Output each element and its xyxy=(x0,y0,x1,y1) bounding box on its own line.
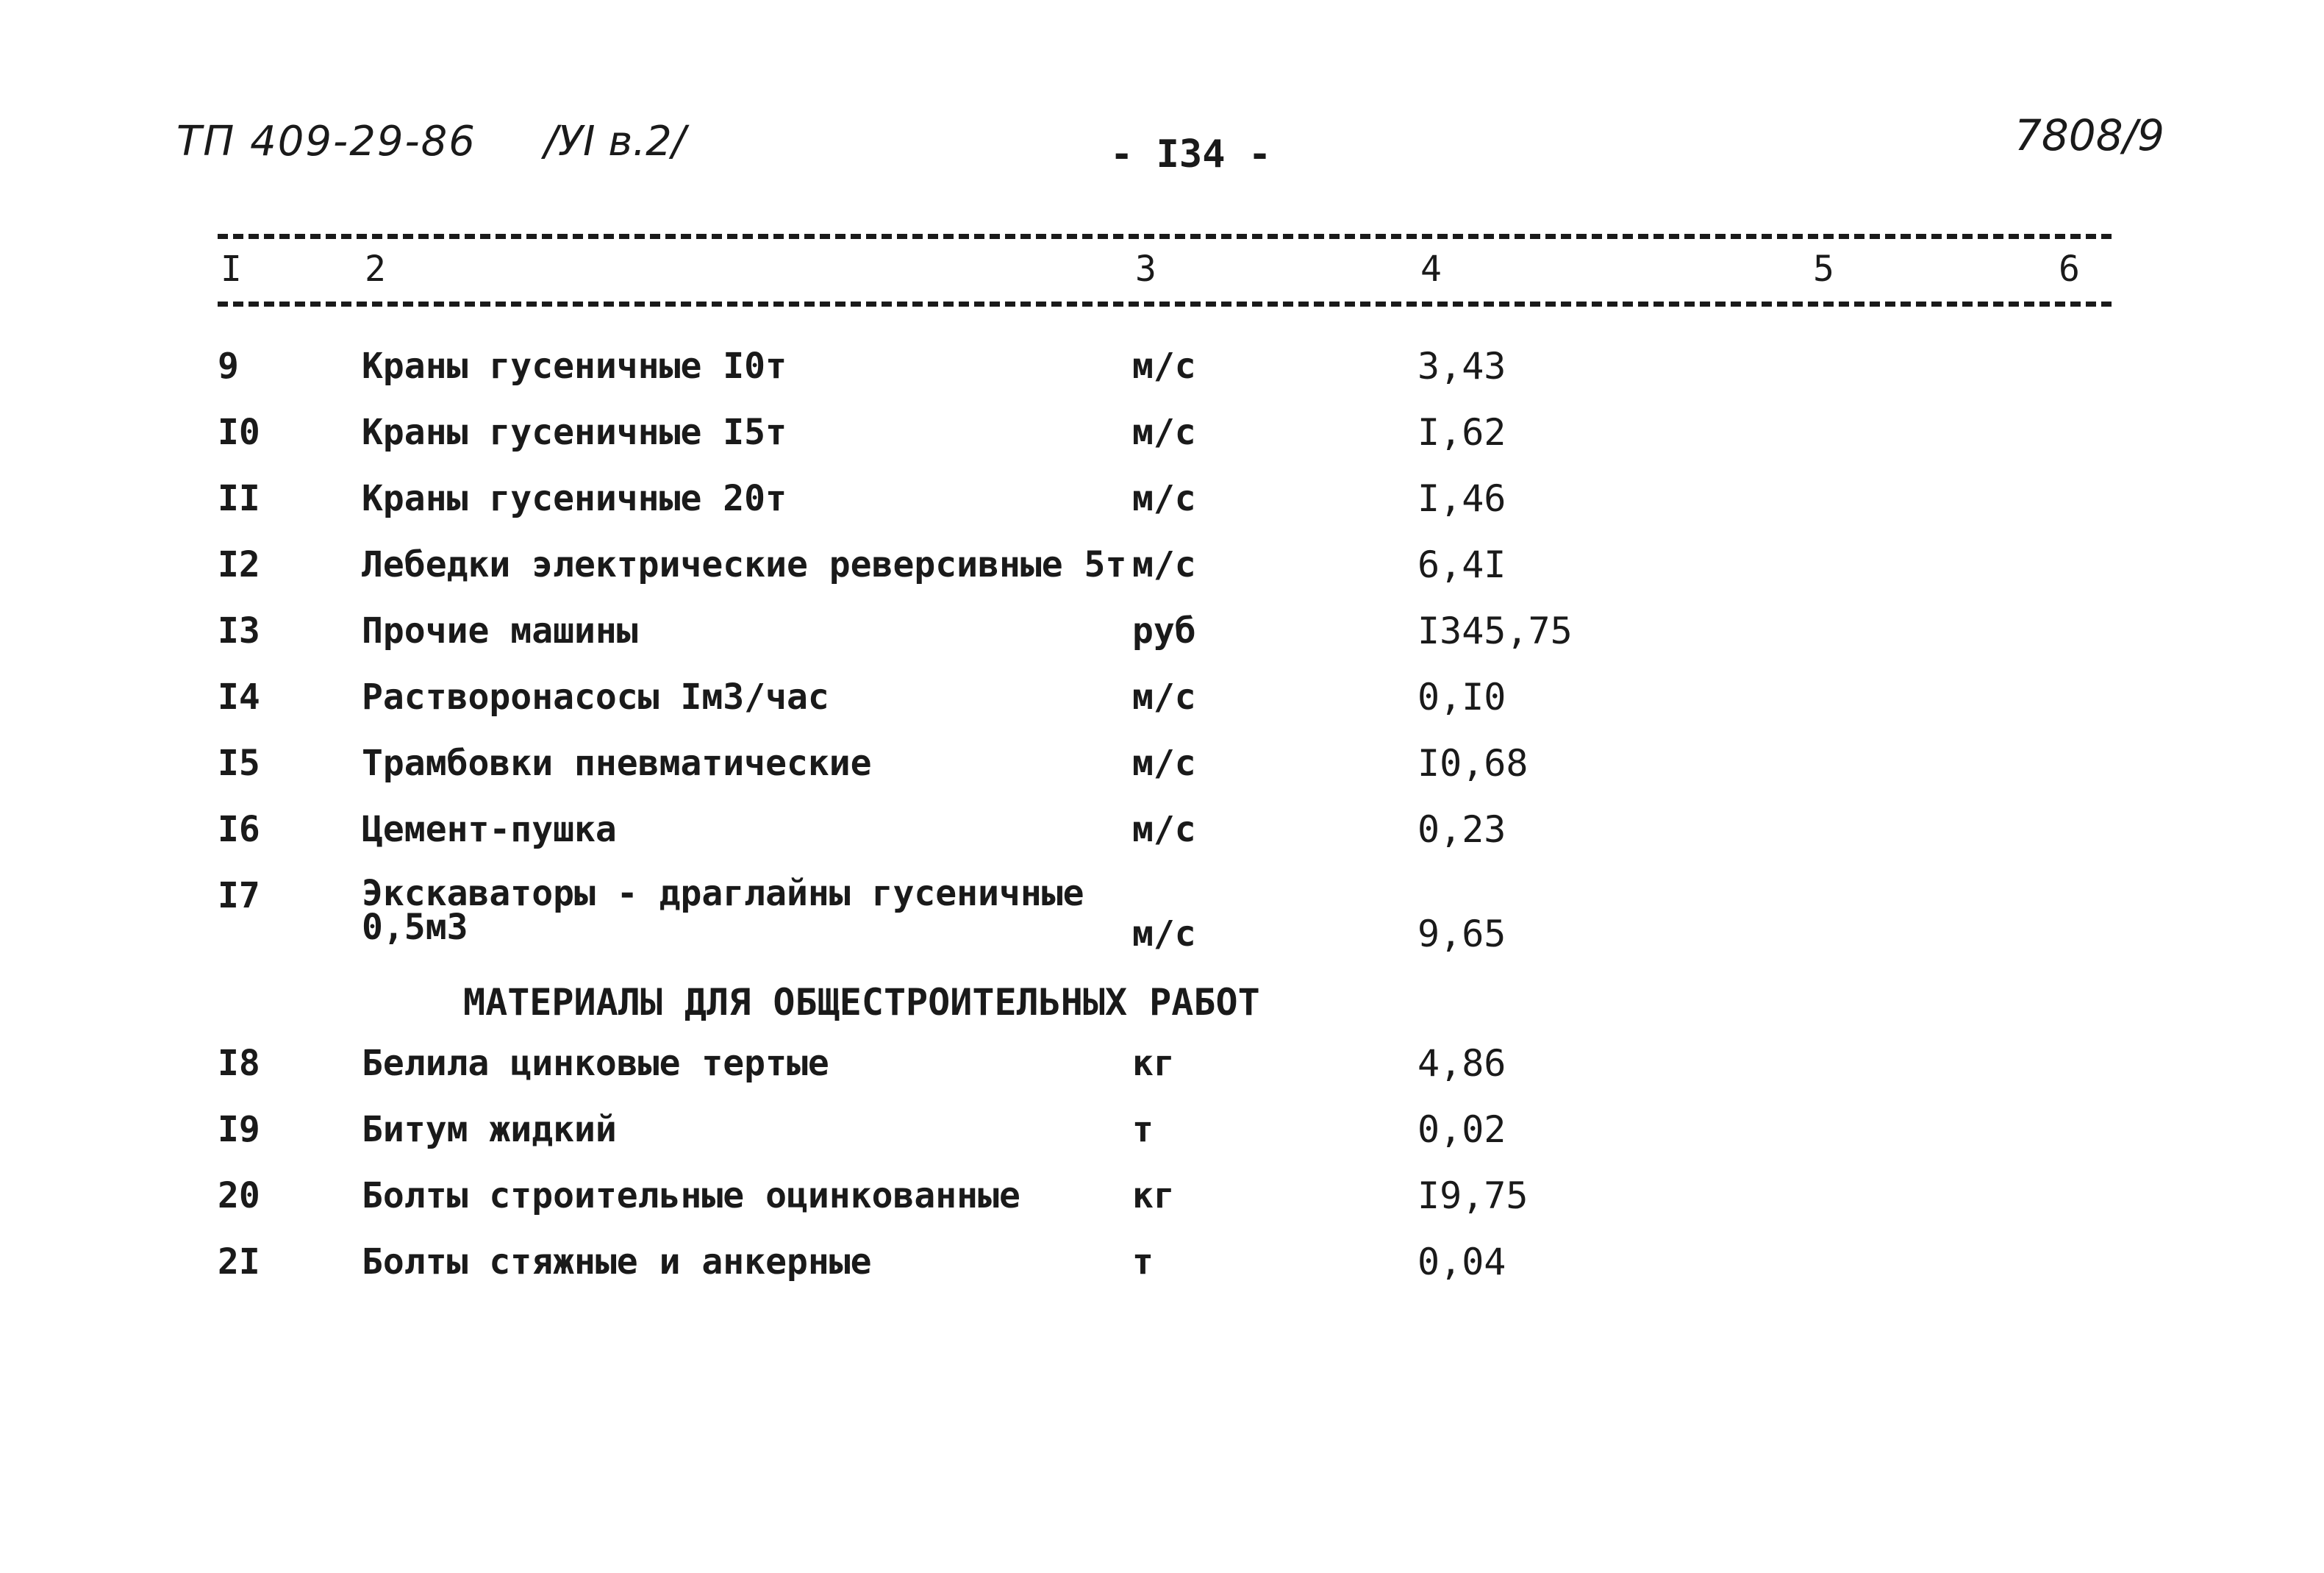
table-row xyxy=(0,1243,2324,1302)
row-unit: м/с xyxy=(1132,809,1196,850)
row-name: Растворонасосы Iм3/час xyxy=(362,677,829,718)
table-row xyxy=(0,873,2324,965)
row-name: Болты строительные оцинкованные xyxy=(362,1175,1020,1216)
table-row xyxy=(0,543,2324,604)
row-value: I345,75 xyxy=(1417,610,1573,652)
row-unit: м/с xyxy=(1132,913,1196,955)
row-number: I2 xyxy=(218,544,260,585)
row-value: 3,43 xyxy=(1417,345,1506,388)
row-number: I5 xyxy=(218,743,260,784)
row-unit: м/с xyxy=(1132,478,1196,519)
sheet-code: 7808/9 xyxy=(2014,110,2165,160)
row-number: II xyxy=(218,478,260,519)
row-name: Краны гусеничные I0т xyxy=(362,346,787,387)
row-name: Лебедки электрические реверсивные 5т xyxy=(362,544,1127,585)
row-name: Трамбовки пневматические xyxy=(362,743,872,784)
row-number: I0 xyxy=(218,412,260,453)
row-value: 0,I0 xyxy=(1417,676,1506,718)
row-unit: м/с xyxy=(1132,677,1196,718)
row-value: 0,02 xyxy=(1417,1108,1506,1151)
row-unit: т xyxy=(1132,1109,1154,1150)
table-header-bottom-rule xyxy=(218,302,2112,307)
row-number: 9 xyxy=(218,346,239,387)
row-value: 4,86 xyxy=(1417,1042,1506,1085)
row-name: Прочие машины xyxy=(362,610,638,652)
row-name: Белила цинковые тертые xyxy=(362,1043,829,1084)
row-value: 9,65 xyxy=(1417,913,1506,955)
row-name: Болты стяжные и анкерные xyxy=(362,1241,872,1283)
table-row xyxy=(0,678,2324,737)
table-row xyxy=(0,612,2324,671)
row-unit: м/с xyxy=(1132,544,1196,585)
row-number: 2I xyxy=(218,1241,260,1283)
row-value: I0,68 xyxy=(1417,742,1529,785)
row-unit: кг xyxy=(1132,1175,1175,1216)
row-number: I9 xyxy=(218,1109,260,1150)
table-row xyxy=(0,810,2324,869)
row-name: Экскаваторы - драглайны гусеничные 0,5м3 xyxy=(362,873,1084,948)
row-unit: руб xyxy=(1132,610,1196,652)
table-row xyxy=(0,479,2324,538)
document-code: ТП 409-29-86 xyxy=(176,118,476,165)
row-name: Краны гусеничные 20т xyxy=(362,478,787,519)
row-value: I,46 xyxy=(1417,477,1506,520)
table-row xyxy=(0,1174,2324,1235)
row-number: I4 xyxy=(218,677,260,718)
table-row xyxy=(0,744,2324,803)
row-unit: м/с xyxy=(1132,743,1196,784)
volume-label: /УI в.2/ xyxy=(544,118,686,165)
column-number-6: 6 xyxy=(2059,249,2080,290)
row-value: 6,4I xyxy=(1417,543,1506,586)
row-unit: м/с xyxy=(1132,346,1196,387)
table-row xyxy=(0,347,2324,406)
column-number-3: 3 xyxy=(1135,249,1156,290)
table-row xyxy=(0,1110,2324,1169)
table-row xyxy=(0,413,2324,472)
row-value: 0,23 xyxy=(1417,808,1506,851)
row-name: Цемент-пушка xyxy=(362,809,617,850)
column-number-4: 4 xyxy=(1420,249,1442,290)
row-number: I8 xyxy=(218,1043,260,1084)
row-value: I9,75 xyxy=(1417,1174,1529,1217)
page-number: - I34 - xyxy=(1110,132,1272,176)
column-number-1: I xyxy=(221,249,242,290)
row-number: I6 xyxy=(218,809,260,850)
row-value: 0,04 xyxy=(1417,1241,1506,1283)
row-number: I3 xyxy=(218,610,260,652)
column-number-5: 5 xyxy=(1813,249,1834,290)
row-number: 20 xyxy=(218,1175,260,1216)
row-unit: м/с xyxy=(1132,412,1196,453)
table-row xyxy=(0,1044,2324,1103)
column-number-2: 2 xyxy=(365,249,386,290)
section-title: МАТЕРИАЛЫ ДЛЯ ОБЩЕСТРОИТЕЛЬНЫХ РАБОТ xyxy=(463,981,1260,1024)
row-name: Краны гусеничные I5т xyxy=(362,412,787,453)
row-number: I7 xyxy=(218,875,260,916)
row-unit: т xyxy=(1132,1241,1154,1283)
table-header-top-rule xyxy=(218,234,2112,239)
row-name: Битум жидкий xyxy=(362,1109,617,1150)
row-unit: кг xyxy=(1132,1043,1175,1084)
row-value: I,62 xyxy=(1417,411,1506,454)
